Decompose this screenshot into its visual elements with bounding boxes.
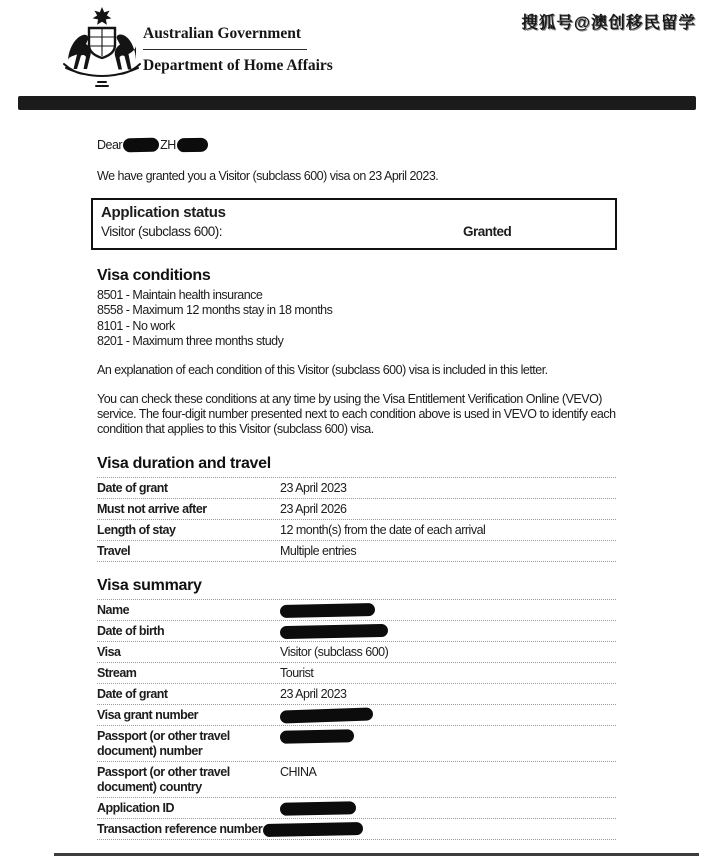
visa-summary-heading: Visa summary (97, 577, 202, 595)
row-label: Travel (97, 543, 131, 558)
table-row (97, 705, 616, 726)
row-label: Date of grant (97, 686, 168, 701)
row-label: Must not arrive after (97, 501, 207, 516)
redaction-blob (280, 603, 375, 618)
row-value: 23 April 2023 (280, 686, 347, 701)
visa-conditions-list (97, 288, 616, 349)
redaction-blob (280, 730, 354, 745)
row-label: Visa (97, 644, 121, 659)
row-label: Date of birth (97, 623, 165, 638)
salutation-prefix: Dear (97, 138, 123, 152)
row-value: CHINA (280, 764, 317, 779)
status-row-label: Visitor (subclass 600): (101, 224, 223, 239)
condition-item: 8101 - No work (97, 318, 175, 333)
visa-summary-table (97, 599, 616, 840)
condition-item: 8201 - Maximum three months study (97, 333, 284, 348)
row-label: Visa grant number (97, 707, 199, 722)
watermark-text: 搜狐号@澳创移民留学 (521, 14, 696, 32)
row-value (280, 729, 616, 759)
row-value: 23 April 2026 (280, 501, 347, 516)
visa-conditions-heading: Visa conditions (97, 267, 211, 284)
visa-duration-table (97, 477, 616, 562)
row-value: 12 month(s) from the date of each arrival (280, 522, 486, 537)
table-row (97, 499, 616, 520)
letter-content (97, 131, 616, 840)
condition-item: 8501 - Maintain health insurance (97, 288, 263, 302)
conditions-explanation-text: An explanation of each condition of this Visitor (subclass 600) visa is included in this letter. (97, 363, 548, 378)
table-row (97, 621, 616, 642)
scan-bottom-line (54, 853, 699, 856)
row-value (262, 822, 616, 837)
condition-item: 8558 - Maximum 12 months stay in 18 months (97, 303, 333, 318)
government-title: Australian Government (143, 25, 307, 50)
department-title: Department of Home Affairs (143, 57, 333, 74)
table-row (97, 478, 616, 499)
row-label: Name (97, 602, 130, 617)
table-row (97, 541, 616, 562)
row-label: Passport (or other travel document) country (97, 764, 230, 794)
application-status-box (91, 198, 617, 250)
status-granted-value: Granted (463, 224, 512, 239)
row-value: Visitor (subclass 600) (280, 644, 389, 659)
row-label: Transaction reference number (97, 821, 263, 836)
row-value: 23 April 2023 (280, 480, 347, 495)
row-label: Stream (97, 665, 137, 680)
salutation-infix: ZH (160, 138, 176, 152)
grant-intro-text: We have granted you a Visitor (subclass 600) visa on 23 April 2023. (97, 169, 439, 183)
redaction-blob (280, 624, 388, 639)
table-row (97, 520, 616, 541)
row-label: Application ID (97, 800, 175, 815)
table-row (97, 762, 616, 798)
table-row (97, 642, 616, 663)
table-row (97, 663, 616, 684)
redaction-blob (280, 708, 373, 724)
row-value (280, 708, 616, 723)
row-value (280, 603, 616, 618)
australian-coat-of-arms-icon (56, 6, 148, 90)
application-status-row (101, 222, 607, 241)
redaction-blob (123, 137, 159, 152)
header-titles (143, 25, 333, 75)
table-row (97, 684, 616, 705)
row-value (280, 624, 616, 639)
salutation-line (97, 138, 616, 154)
row-value: Multiple entries (280, 543, 357, 558)
visa-duration-heading: Visa duration and travel (97, 455, 271, 473)
row-value (280, 801, 616, 816)
row-label: Length of stay (97, 522, 176, 537)
table-row (97, 819, 616, 840)
scan-black-bar (18, 96, 696, 110)
table-row (97, 600, 616, 621)
redaction-blob (177, 137, 208, 152)
redaction-blob (280, 802, 356, 817)
table-row (97, 726, 616, 762)
row-label: Date of grant (97, 480, 168, 495)
application-status-title: Application status (101, 204, 226, 221)
table-row (97, 798, 616, 819)
row-value: Tourist (280, 665, 314, 680)
vevo-paragraph: You can check these conditions at any time by using the Visa Entitlement Verification Online (VEVO) service. The four-digit number presented next to each condition above is used in VEVO to identify each condition that applies to this Visitor (subclass 600) visa. (97, 392, 616, 437)
redaction-blob (263, 822, 363, 837)
row-label: Passport (or other travel document) number (97, 728, 230, 758)
